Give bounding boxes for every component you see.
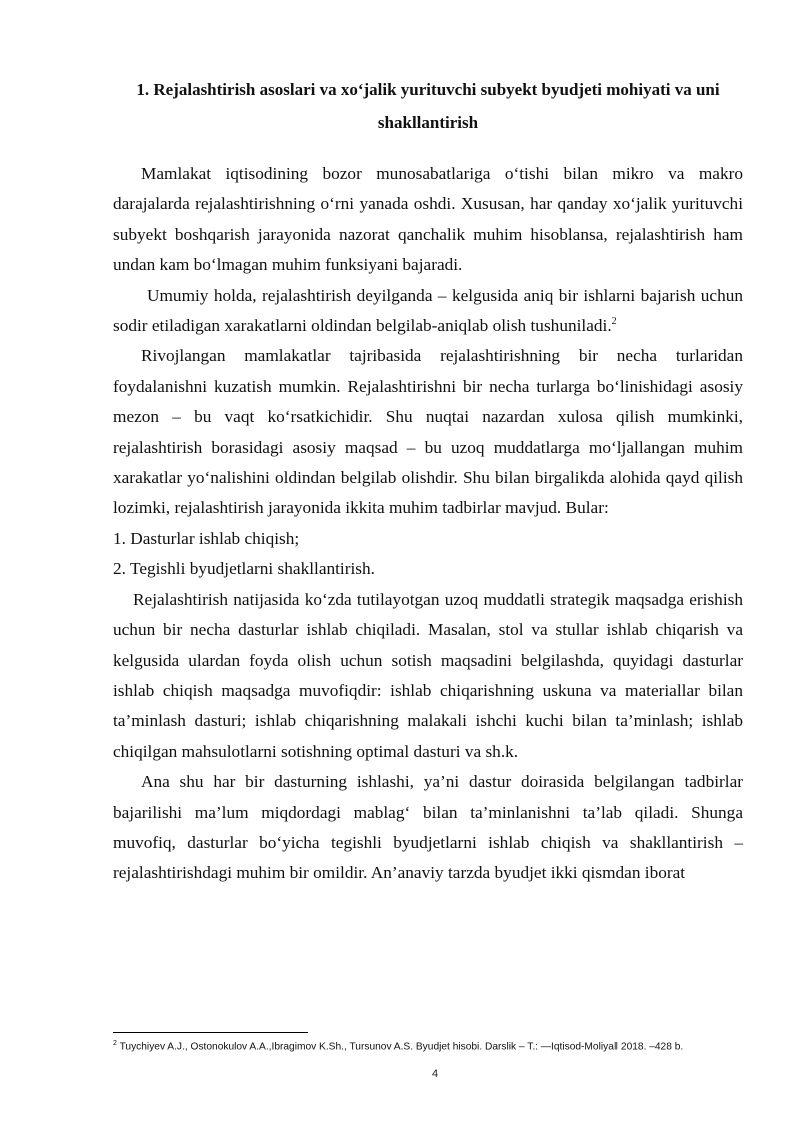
- section-title: 1. Rejalashtirish asoslari va xo‘jalik yurituvchi subyekt byudjeti mohiyati va uni shakllantirish: [136, 80, 720, 132]
- list-item-1: 1. Dasturlar ishlab chiqish;: [113, 528, 300, 548]
- paragraph-4: Rejalashtirish natijasida ko‘zda tutilayotgan uzoq muddatli strategik maqsadga erishish uchun bir necha dasturlar ishlab chiqiladi. Masalan, stol va stullar ishlab chiqarish va kelgusida ulardan foyda olish uchun sotish maqsadini belgilashda, quyidagi dasturlar ishlab chiqish maqsadga muvofiqdir: ishlab chiqarishning uskuna va materiallar bilan ta’minlash dasturi; ishlab chiqarishning malakali ishchi kuchi bilan ta’minlash; ishlab chiqilgan mahsulotlarni sotishning optimal dasturi va sh.k.: [113, 589, 743, 761]
- paragraph-5: Ana shu har bir dasturning ishlashi, ya’ni dastur doirasida belgilangan tadbirlar bajarilishi ma’lum miqdordagi mablag‘ bilan ta’minlanishni ta’lab qiladi. Shunga muvofiq, dasturlar bo‘yicha tegishli byudjetlarni ishlab chiqish va shakllantirish – rejalashtirishdagi muhim bir omildir. An’anaviy tarzda byudjet ikki qismdan iborat: [113, 772, 743, 883]
- paragraph-2-text: Umumiy holda, rejalashtirish deyilganda – kelgusida aniq bir ishlarni bajarish uchun sodir etiladigan xarakatlarni oldindan belgilab-aniqlab olish tushuniladi.: [113, 285, 743, 336]
- footnote-marker: 2: [113, 1040, 117, 1047]
- paragraph-3: Rivojlangan mamlakatlar tajribasida rejalashtirishning bir necha turlaridan foydalanishni kuzatish mumkin. Rejalashtirishni bir necha turlarga bo‘linishidagi asosiy mezon – bu vaqt ko‘rsatkichidir. Shu nuqtai nazardan xulosa qilish mumkinki, rejalashtirish borasidagi asosiy maqsad – bu uzoq muddatlarga mo‘ljallangan muhim xarakatlar yo‘nalishini oldindan belgilab olishdir. Shu bilan birgalikda alohida qayd qilish lozimki, rejalashtirish jarayonida ikkita muhim tadbirlar mavjud. Bular:: [113, 346, 743, 518]
- page-number: 4: [431, 1068, 439, 1080]
- paragraph-2: [113, 281, 743, 342]
- list-item-2: 2. Tegishli byudjetlarni shakllantirish.: [113, 559, 375, 579]
- paragraph-1: Mamlakat iqtisodining bozor munosabatlariga o‘tishi bilan mikro va makro darajalarda rejalashtirishning o‘rni yanada oshdi. Xususan, har qanday xo‘jalik yurituvchi subyekt boshqarish jarayonida nazorat qanchalik muhim hisoblansa, rejalashtirish ham undan kam bo‘lmagan muhim funksiyani bajaradi.: [113, 164, 743, 275]
- footnote-reference[interactable]: 2: [611, 316, 617, 328]
- footnote-text: Tuychiyev A.J., Ostonokulov A.A.,Ibragimov K.Sh., Tursunov A.S. Byudjet hisobi. Darslik – T.: ―Iqtisod-Moliya‖ 2018. –428 b.: [119, 1041, 684, 1053]
- footnote: [113, 1040, 753, 1052]
- footnote-divider: [113, 1032, 308, 1033]
- body-text: [113, 159, 743, 889]
